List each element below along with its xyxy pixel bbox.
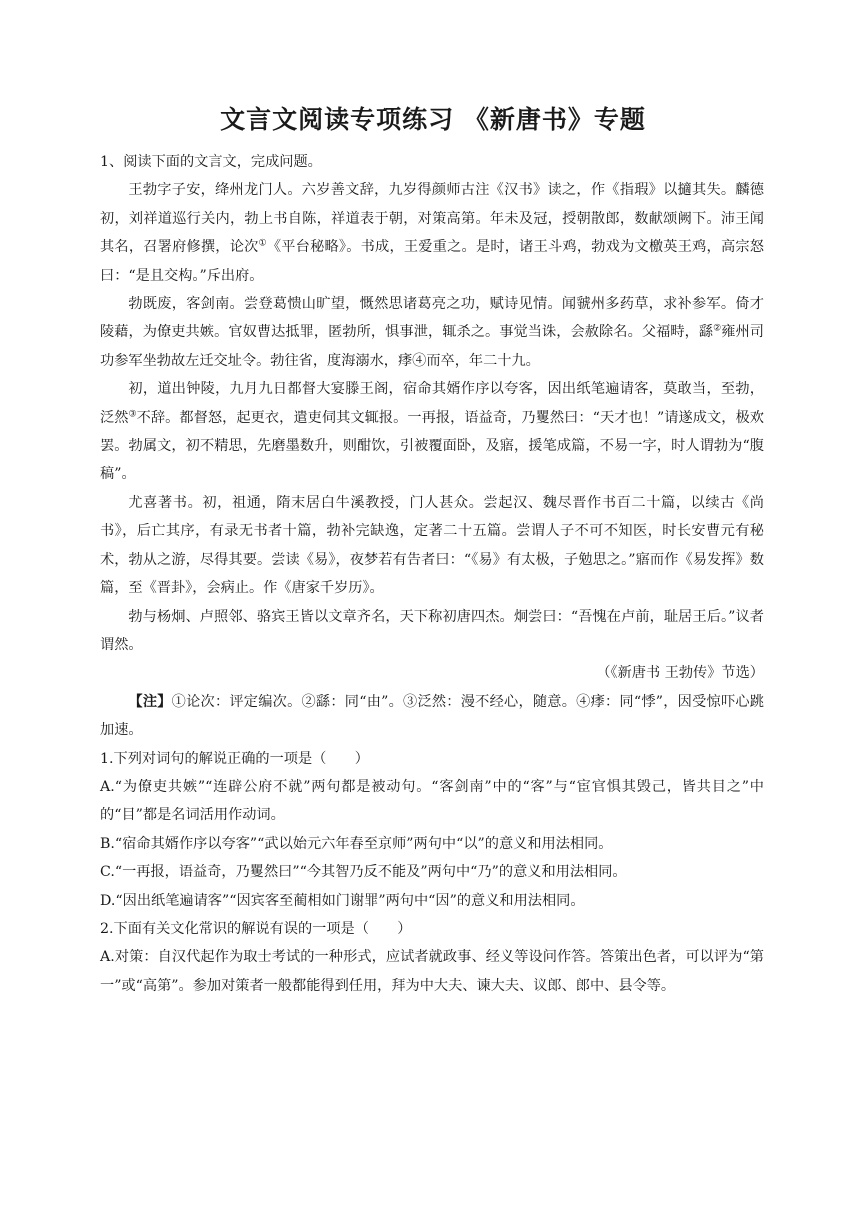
paragraph-text: 不辞。都督怒，起更衣，遣吏伺其文辄报。一再报，语益奇，乃矍然曰：“天才也！”请遂成文，极欢罢。勃属文，初不精思，先磨墨数升，则酣饮，引被覆面卧，及寤，援笔成篇，不易一字，时人谓勃为“腹稿”。 xyxy=(100,409,764,483)
passage-source: （《新唐书 王勃传》节选） xyxy=(596,665,764,682)
document-title: 文言文阅读专项练习 《新唐书》专题 xyxy=(220,105,646,134)
document-body xyxy=(100,102,764,1000)
question-intro: 1、阅读下面的文言文，完成问题。 xyxy=(100,154,322,170)
paragraph-text: 尤喜著书。初，祖通，隋末居白牛溪教授，门人甚众。尝起汉、魏尽晋作书百二十篇，以续古《尚书》，后亡其序，有录无书者十篇，勃补完缺逸，定著二十五篇。尝谓人子不可不知医，时长安曹元有秘术，勃从之游，尽得其要。尝读《易》，夜梦若有告者曰：“《易》有太极，子勉思之。”寤而作《易发挥》数篇，至《晋卦》，会病止。作《唐家千岁历》。 xyxy=(100,494,764,597)
question-1-option-b: B.“宿命其婿作序以夸客”“武以始元六年春至京师”两句中“以”的意义和用法相同。 xyxy=(100,835,613,852)
passage-paragraph-5 xyxy=(100,603,764,660)
question-2-stem: 2.下面有关文化常识的解说有误的一项是（ ） xyxy=(100,920,412,937)
footnote-marker: ② xyxy=(713,323,722,334)
question-1-option-c: C.“一再报，语益奇，乃矍然曰”“今其智乃反不能及”两句中“乃”的意义和用法相同。 xyxy=(100,864,627,881)
paragraph-text: 雍州司功参军坐勃故左迁交址令。勃往省，度海溺水，痵④而卒，年二十九。 xyxy=(100,324,764,369)
passage-paragraph-1 xyxy=(100,176,764,290)
passage-paragraph-3 xyxy=(100,375,764,489)
annotation-note xyxy=(100,688,764,745)
footnote-marker: ① xyxy=(258,238,267,249)
paragraph-text: 初，道出钟陵，九月九日都督大宴滕王阁，宿命其婿作序以夸客，因出纸笔遍请客，莫敢当，至勃，泛然 xyxy=(100,381,764,426)
question-2-option-a: A.对策：自汉代起作为取士考试的一种形式，应试者就政事、经义等设问作答。答策出色者，可以评为“第一”或“高第”。参加对策者一般都能得到任用，拜为中大夫、谏大夫、议郎、郎中、县令等。 xyxy=(100,949,764,994)
question-1-option-a: A.“为僚吏共嫉”“连辟公府不就”两句都是被动句。“客剑南”中的“客”与“宦官惧其毁己，皆共目之”中的“目”都是名词活用作动词。 xyxy=(100,778,764,824)
question-1-stem: 1.下列对词句的解说正确的一项是（ ） xyxy=(100,750,369,767)
paragraph-text: 《平台秘略》。书成，王爱重之。是时，诸王斗鸡，勃戏为文檄英王鸡，高宗怒曰：“是且交构。”斥出府。 xyxy=(100,239,764,284)
note-tag: 【注】 xyxy=(128,693,172,710)
question-1-option-d: D.“因出纸笔遍请客”“因宾客至蔺相如门谢罪”两句中“因”的意义和用法相同。 xyxy=(100,892,585,909)
passage-paragraph-4 xyxy=(100,489,764,603)
footnote-marker: ③ xyxy=(128,408,137,419)
paragraph-text: 王勃字子安，绛州龙门人。六岁善文辞，九岁得颜师古注《汉书》读之，作《指瑕》以擿其失。麟德初，刘祥道巡行关内，勃上书自陈，祥道表于朝，对策高第。年未及冠，授朝散郎，数献颂阙下。沛王闻其名，召署府修撰，论次 xyxy=(100,182,764,256)
note-text: ①论次：评定编次。②繇：同“由”。③泛然：漫不经心，随意。④痵：同“悸”，因受惊吓心跳加速。 xyxy=(100,693,764,739)
passage-paragraph-2 xyxy=(100,290,764,375)
paragraph-text: 勃与杨炯、卢照邻、骆宾王皆以文章齐名，天下称初唐四杰。炯尝曰：“吾愧在卢前，耻居王后。”议者谓然。 xyxy=(100,608,764,653)
paragraph-text: 勃既废，客剑南。尝登葛愦山旷望，慨然思诸葛亮之功，赋诗见情。闻虢州多药草，求补参军。倚才陵藉，为僚吏共嫉。官奴曹达抵罪，匿勃所，惧事泄，辄杀之。事觉当诛，会赦除名。父福畤，繇 xyxy=(100,296,764,341)
